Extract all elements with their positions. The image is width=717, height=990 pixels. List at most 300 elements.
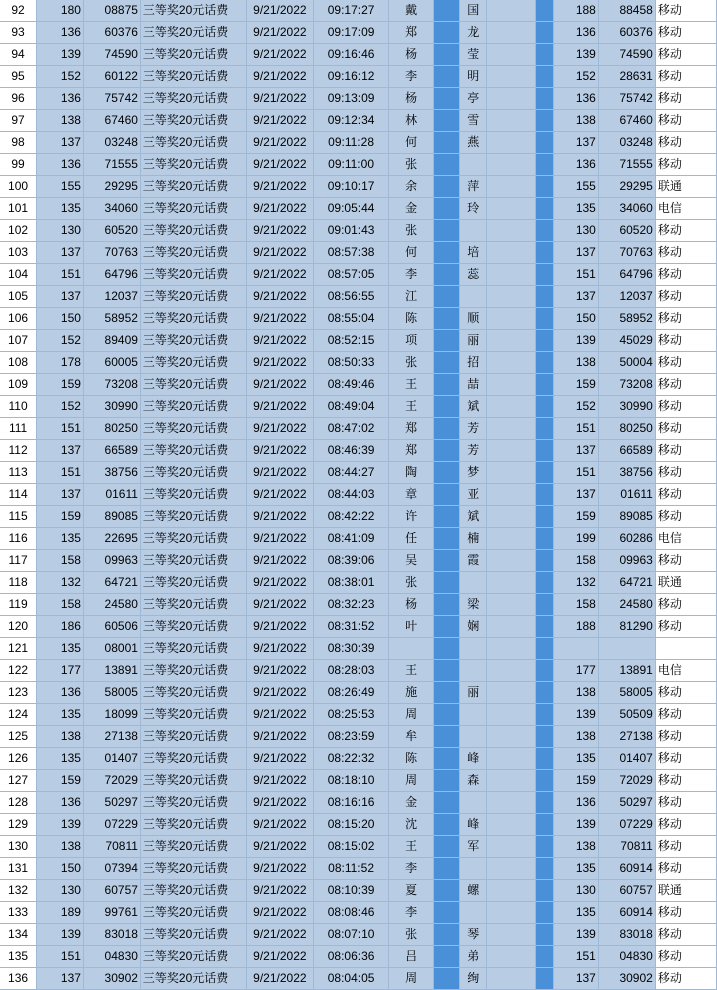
cell-carrier[interactable]: 移动 xyxy=(655,0,716,22)
cell-date[interactable]: 9/21/2022 xyxy=(246,44,313,66)
cell-phone-prefix[interactable]: 159 xyxy=(37,506,84,528)
cell-prize[interactable]: 三等奖20元话费 xyxy=(140,396,246,418)
cell-phone-prefix[interactable]: 135 xyxy=(37,704,84,726)
cell-givenname[interactable]: 斌 xyxy=(460,506,486,528)
cell-recharge-prefix[interactable]: 137 xyxy=(554,484,599,506)
cell-surname[interactable]: 施 xyxy=(389,682,434,704)
cell-phone-suffix[interactable]: 13891 xyxy=(83,660,140,682)
cell-recharge-prefix[interactable]: 139 xyxy=(554,924,599,946)
cell-prize[interactable]: 三等奖20元话费 xyxy=(140,88,246,110)
row-header[interactable]: 94 xyxy=(0,44,37,66)
cell-recharge-prefix[interactable]: 159 xyxy=(554,770,599,792)
cell-carrier[interactable]: 联通 xyxy=(655,176,716,198)
cell-surname[interactable]: 林 xyxy=(389,110,434,132)
cell-recharge-suffix[interactable]: 83018 xyxy=(598,924,655,946)
table-row[interactable] xyxy=(0,726,717,748)
cell-extra[interactable] xyxy=(486,484,535,506)
cell-phone-prefix[interactable]: 135 xyxy=(37,198,84,220)
cell-date[interactable]: 9/21/2022 xyxy=(246,110,313,132)
cell-phone-prefix[interactable]: 136 xyxy=(37,682,84,704)
cell-phone-suffix[interactable]: 89085 xyxy=(83,506,140,528)
cell-prize[interactable]: 三等奖20元话费 xyxy=(140,814,246,836)
cell-prize[interactable]: 三等奖20元话费 xyxy=(140,792,246,814)
cell-time[interactable]: 08:44:03 xyxy=(313,484,388,506)
cell-extra[interactable] xyxy=(486,660,535,682)
cell-prize[interactable]: 三等奖20元话费 xyxy=(140,968,246,990)
cell-extra[interactable] xyxy=(486,308,535,330)
table-row[interactable] xyxy=(0,770,717,792)
cell-phone-suffix[interactable]: 58005 xyxy=(83,682,140,704)
cell-phone-prefix[interactable]: 151 xyxy=(37,946,84,968)
table-row[interactable] xyxy=(0,946,717,968)
cell-date[interactable]: 9/21/2022 xyxy=(246,176,313,198)
cell-band-right[interactable] xyxy=(535,176,553,198)
cell-time[interactable]: 08:16:16 xyxy=(313,792,388,814)
cell-time[interactable]: 09:11:28 xyxy=(313,132,388,154)
cell-band-left[interactable] xyxy=(434,902,460,924)
cell-phone-suffix[interactable]: 38756 xyxy=(83,462,140,484)
cell-carrier[interactable]: 移动 xyxy=(655,748,716,770)
cell-prize[interactable]: 三等奖20元话费 xyxy=(140,594,246,616)
cell-time[interactable]: 09:16:12 xyxy=(313,66,388,88)
cell-recharge-prefix[interactable]: 135 xyxy=(554,198,599,220)
cell-surname[interactable]: 金 xyxy=(389,792,434,814)
cell-surname[interactable]: 李 xyxy=(389,902,434,924)
cell-band-left[interactable] xyxy=(434,924,460,946)
row-header[interactable]: 132 xyxy=(0,880,37,902)
cell-givenname[interactable] xyxy=(460,660,486,682)
cell-date[interactable]: 9/21/2022 xyxy=(246,550,313,572)
cell-carrier[interactable]: 移动 xyxy=(655,726,716,748)
cell-carrier[interactable]: 移动 xyxy=(655,44,716,66)
cell-extra[interactable] xyxy=(486,66,535,88)
cell-recharge-prefix[interactable]: 137 xyxy=(554,242,599,264)
row-header[interactable]: 102 xyxy=(0,220,37,242)
cell-band-left[interactable] xyxy=(434,0,460,22)
cell-recharge-prefix[interactable]: 155 xyxy=(554,176,599,198)
cell-recharge-suffix[interactable]: 07229 xyxy=(598,814,655,836)
cell-prize[interactable]: 三等奖20元话费 xyxy=(140,286,246,308)
cell-carrier[interactable]: 移动 xyxy=(655,462,716,484)
cell-recharge-suffix[interactable]: 34060 xyxy=(598,198,655,220)
cell-extra[interactable] xyxy=(486,836,535,858)
row-header[interactable]: 111 xyxy=(0,418,37,440)
cell-time[interactable]: 09:10:17 xyxy=(313,176,388,198)
cell-band-right[interactable] xyxy=(535,132,553,154)
cell-band-right[interactable] xyxy=(535,770,553,792)
cell-prize[interactable]: 三等奖20元话费 xyxy=(140,902,246,924)
table-row[interactable] xyxy=(0,440,717,462)
cell-band-left[interactable] xyxy=(434,748,460,770)
cell-time[interactable]: 08:49:46 xyxy=(313,374,388,396)
cell-prize[interactable]: 三等奖20元话费 xyxy=(140,572,246,594)
table-row[interactable] xyxy=(0,88,717,110)
cell-date[interactable]: 9/21/2022 xyxy=(246,528,313,550)
table-row[interactable] xyxy=(0,22,717,44)
cell-givenname[interactable]: 喆 xyxy=(460,374,486,396)
cell-recharge-suffix[interactable]: 60757 xyxy=(598,880,655,902)
cell-surname[interactable]: 王 xyxy=(389,836,434,858)
cell-recharge-prefix[interactable]: 138 xyxy=(554,352,599,374)
cell-band-right[interactable] xyxy=(535,44,553,66)
cell-phone-prefix[interactable]: 189 xyxy=(37,902,84,924)
cell-band-left[interactable] xyxy=(434,660,460,682)
cell-extra[interactable] xyxy=(486,132,535,154)
cell-phone-prefix[interactable]: 137 xyxy=(37,440,84,462)
cell-prize[interactable]: 三等奖20元话费 xyxy=(140,418,246,440)
cell-surname[interactable]: 夏 xyxy=(389,880,434,902)
cell-givenname[interactable]: 霞 xyxy=(460,550,486,572)
table-row[interactable] xyxy=(0,572,717,594)
cell-recharge-prefix[interactable]: 132 xyxy=(554,572,599,594)
cell-carrier[interactable]: 移动 xyxy=(655,836,716,858)
cell-surname[interactable]: 郑 xyxy=(389,22,434,44)
cell-date[interactable]: 9/21/2022 xyxy=(246,704,313,726)
cell-band-left[interactable] xyxy=(434,484,460,506)
row-header[interactable]: 118 xyxy=(0,572,37,594)
cell-recharge-prefix[interactable] xyxy=(554,638,599,660)
cell-band-right[interactable] xyxy=(535,660,553,682)
cell-band-left[interactable] xyxy=(434,374,460,396)
cell-givenname[interactable]: 玲 xyxy=(460,198,486,220)
cell-phone-prefix[interactable]: 151 xyxy=(37,418,84,440)
cell-prize[interactable]: 三等奖20元话费 xyxy=(140,484,246,506)
cell-surname[interactable]: 杨 xyxy=(389,44,434,66)
cell-extra[interactable] xyxy=(486,682,535,704)
cell-phone-prefix[interactable]: 135 xyxy=(37,748,84,770)
table-row[interactable] xyxy=(0,748,717,770)
cell-prize[interactable]: 三等奖20元话费 xyxy=(140,198,246,220)
cell-band-left[interactable] xyxy=(434,858,460,880)
cell-band-right[interactable] xyxy=(535,484,553,506)
cell-givenname[interactable]: 丽 xyxy=(460,330,486,352)
cell-givenname[interactable]: 梁 xyxy=(460,594,486,616)
cell-band-left[interactable] xyxy=(434,880,460,902)
cell-band-left[interactable] xyxy=(434,44,460,66)
cell-recharge-suffix[interactable]: 60376 xyxy=(598,22,655,44)
cell-date[interactable]: 9/21/2022 xyxy=(246,0,313,22)
cell-phone-prefix[interactable]: 136 xyxy=(37,22,84,44)
cell-time[interactable]: 09:17:27 xyxy=(313,0,388,22)
cell-band-right[interactable] xyxy=(535,792,553,814)
row-header[interactable]: 100 xyxy=(0,176,37,198)
cell-phone-prefix[interactable]: 136 xyxy=(37,792,84,814)
cell-carrier[interactable]: 电信 xyxy=(655,198,716,220)
table-row[interactable] xyxy=(0,198,717,220)
cell-recharge-suffix[interactable]: 60914 xyxy=(598,858,655,880)
cell-band-right[interactable] xyxy=(535,726,553,748)
table-row[interactable] xyxy=(0,242,717,264)
cell-band-left[interactable] xyxy=(434,198,460,220)
cell-surname[interactable] xyxy=(389,638,434,660)
row-header[interactable]: 136 xyxy=(0,968,37,990)
cell-carrier[interactable]: 联通 xyxy=(655,880,716,902)
row-header[interactable]: 133 xyxy=(0,902,37,924)
row-header[interactable]: 120 xyxy=(0,616,37,638)
cell-prize[interactable]: 三等奖20元话费 xyxy=(140,132,246,154)
cell-date[interactable]: 9/21/2022 xyxy=(246,682,313,704)
cell-time[interactable]: 08:30:39 xyxy=(313,638,388,660)
cell-givenname[interactable]: 琴 xyxy=(460,924,486,946)
cell-date[interactable]: 9/21/2022 xyxy=(246,902,313,924)
cell-prize[interactable]: 三等奖20元话费 xyxy=(140,528,246,550)
cell-extra[interactable] xyxy=(486,0,535,22)
row-header[interactable]: 112 xyxy=(0,440,37,462)
cell-date[interactable]: 9/21/2022 xyxy=(246,924,313,946)
cell-band-right[interactable] xyxy=(535,924,553,946)
cell-phone-prefix[interactable]: 152 xyxy=(37,330,84,352)
cell-surname[interactable]: 郑 xyxy=(389,440,434,462)
cell-band-left[interactable] xyxy=(434,572,460,594)
cell-extra[interactable] xyxy=(486,968,535,990)
cell-band-right[interactable] xyxy=(535,836,553,858)
cell-time[interactable]: 08:57:38 xyxy=(313,242,388,264)
row-header[interactable]: 115 xyxy=(0,506,37,528)
cell-band-right[interactable] xyxy=(535,242,553,264)
cell-time[interactable]: 08:25:53 xyxy=(313,704,388,726)
cell-time[interactable]: 09:17:09 xyxy=(313,22,388,44)
cell-recharge-suffix[interactable]: 58005 xyxy=(598,682,655,704)
cell-prize[interactable]: 三等奖20元话费 xyxy=(140,110,246,132)
cell-extra[interactable] xyxy=(486,176,535,198)
cell-carrier[interactable]: 移动 xyxy=(655,792,716,814)
cell-band-left[interactable] xyxy=(434,506,460,528)
cell-prize[interactable]: 三等奖20元话费 xyxy=(140,616,246,638)
cell-extra[interactable] xyxy=(486,220,535,242)
cell-carrier[interactable]: 电信 xyxy=(655,528,716,550)
row-header[interactable]: 109 xyxy=(0,374,37,396)
cell-givenname[interactable]: 燕 xyxy=(460,132,486,154)
cell-date[interactable]: 9/21/2022 xyxy=(246,946,313,968)
cell-band-right[interactable] xyxy=(535,154,553,176)
cell-time[interactable]: 08:42:22 xyxy=(313,506,388,528)
row-header[interactable]: 110 xyxy=(0,396,37,418)
cell-surname[interactable]: 张 xyxy=(389,154,434,176)
cell-time[interactable]: 09:16:46 xyxy=(313,44,388,66)
cell-phone-suffix[interactable]: 80250 xyxy=(83,418,140,440)
cell-givenname[interactable] xyxy=(460,286,486,308)
cell-band-right[interactable] xyxy=(535,396,553,418)
cell-time[interactable]: 08:38:01 xyxy=(313,572,388,594)
cell-extra[interactable] xyxy=(486,528,535,550)
cell-givenname[interactable]: 芳 xyxy=(460,440,486,462)
cell-band-right[interactable] xyxy=(535,374,553,396)
cell-carrier[interactable]: 移动 xyxy=(655,66,716,88)
cell-recharge-prefix[interactable]: 137 xyxy=(554,968,599,990)
cell-surname[interactable]: 金 xyxy=(389,198,434,220)
cell-time[interactable]: 08:07:10 xyxy=(313,924,388,946)
cell-phone-prefix[interactable]: 138 xyxy=(37,836,84,858)
cell-givenname[interactable] xyxy=(460,858,486,880)
row-header[interactable]: 98 xyxy=(0,132,37,154)
cell-phone-prefix[interactable]: 137 xyxy=(37,968,84,990)
cell-time[interactable]: 08:28:03 xyxy=(313,660,388,682)
table-row[interactable] xyxy=(0,220,717,242)
row-header[interactable]: 101 xyxy=(0,198,37,220)
cell-phone-prefix[interactable]: 130 xyxy=(37,880,84,902)
cell-recharge-suffix[interactable]: 28631 xyxy=(598,66,655,88)
cell-phone-suffix[interactable]: 08001 xyxy=(83,638,140,660)
cell-band-right[interactable] xyxy=(535,88,553,110)
cell-prize[interactable]: 三等奖20元话费 xyxy=(140,924,246,946)
cell-time[interactable]: 08:49:04 xyxy=(313,396,388,418)
cell-givenname[interactable]: 招 xyxy=(460,352,486,374)
cell-date[interactable]: 9/21/2022 xyxy=(246,858,313,880)
cell-recharge-suffix[interactable]: 60914 xyxy=(598,902,655,924)
table-row[interactable] xyxy=(0,902,717,924)
cell-extra[interactable] xyxy=(486,572,535,594)
cell-carrier[interactable]: 移动 xyxy=(655,506,716,528)
cell-carrier[interactable]: 移动 xyxy=(655,484,716,506)
cell-band-left[interactable] xyxy=(434,264,460,286)
cell-phone-suffix[interactable]: 74590 xyxy=(83,44,140,66)
cell-time[interactable]: 08:56:55 xyxy=(313,286,388,308)
row-header[interactable]: 99 xyxy=(0,154,37,176)
cell-surname[interactable]: 李 xyxy=(389,264,434,286)
table-row[interactable] xyxy=(0,924,717,946)
table-row[interactable] xyxy=(0,792,717,814)
cell-phone-prefix[interactable]: 151 xyxy=(37,264,84,286)
cell-date[interactable]: 9/21/2022 xyxy=(246,198,313,220)
cell-time[interactable]: 08:26:49 xyxy=(313,682,388,704)
cell-band-left[interactable] xyxy=(434,66,460,88)
cell-date[interactable]: 9/21/2022 xyxy=(246,308,313,330)
cell-band-left[interactable] xyxy=(434,682,460,704)
cell-band-left[interactable] xyxy=(434,176,460,198)
cell-band-right[interactable] xyxy=(535,638,553,660)
cell-band-right[interactable] xyxy=(535,220,553,242)
cell-phone-prefix[interactable]: 137 xyxy=(37,286,84,308)
cell-carrier[interactable]: 移动 xyxy=(655,924,716,946)
cell-carrier[interactable]: 移动 xyxy=(655,286,716,308)
cell-date[interactable]: 9/21/2022 xyxy=(246,374,313,396)
cell-band-right[interactable] xyxy=(535,462,553,484)
cell-carrier[interactable] xyxy=(655,638,716,660)
cell-phone-suffix[interactable]: 72029 xyxy=(83,770,140,792)
cell-time[interactable]: 09:01:43 xyxy=(313,220,388,242)
cell-carrier[interactable]: 移动 xyxy=(655,264,716,286)
cell-band-right[interactable] xyxy=(535,66,553,88)
cell-phone-suffix[interactable]: 60757 xyxy=(83,880,140,902)
cell-extra[interactable] xyxy=(486,154,535,176)
cell-date[interactable]: 9/21/2022 xyxy=(246,462,313,484)
table-row[interactable] xyxy=(0,132,717,154)
cell-extra[interactable] xyxy=(486,110,535,132)
row-header[interactable]: 117 xyxy=(0,550,37,572)
cell-surname[interactable]: 余 xyxy=(389,176,434,198)
cell-surname[interactable]: 王 xyxy=(389,660,434,682)
table-row[interactable] xyxy=(0,396,717,418)
cell-phone-suffix[interactable]: 30990 xyxy=(83,396,140,418)
cell-band-left[interactable] xyxy=(434,352,460,374)
cell-extra[interactable] xyxy=(486,858,535,880)
cell-date[interactable]: 9/21/2022 xyxy=(246,66,313,88)
cell-date[interactable]: 9/21/2022 xyxy=(246,242,313,264)
cell-phone-prefix[interactable]: 159 xyxy=(37,374,84,396)
cell-recharge-prefix[interactable]: 159 xyxy=(554,374,599,396)
cell-carrier[interactable]: 移动 xyxy=(655,858,716,880)
row-header[interactable]: 108 xyxy=(0,352,37,374)
table-row[interactable] xyxy=(0,616,717,638)
cell-carrier[interactable]: 移动 xyxy=(655,242,716,264)
cell-recharge-suffix[interactable] xyxy=(598,638,655,660)
cell-prize[interactable]: 三等奖20元话费 xyxy=(140,264,246,286)
row-header[interactable]: 128 xyxy=(0,792,37,814)
cell-band-left[interactable] xyxy=(434,22,460,44)
cell-prize[interactable]: 三等奖20元话费 xyxy=(140,946,246,968)
cell-recharge-suffix[interactable]: 50509 xyxy=(598,704,655,726)
cell-phone-suffix[interactable]: 67460 xyxy=(83,110,140,132)
cell-phone-suffix[interactable]: 89409 xyxy=(83,330,140,352)
cell-carrier[interactable]: 移动 xyxy=(655,814,716,836)
cell-time[interactable]: 08:23:59 xyxy=(313,726,388,748)
cell-givenname[interactable]: 螺 xyxy=(460,880,486,902)
table-row[interactable] xyxy=(0,352,717,374)
cell-band-left[interactable] xyxy=(434,968,460,990)
cell-carrier[interactable]: 移动 xyxy=(655,550,716,572)
cell-time[interactable]: 08:52:15 xyxy=(313,330,388,352)
cell-time[interactable]: 08:46:39 xyxy=(313,440,388,462)
cell-recharge-suffix[interactable]: 70763 xyxy=(598,242,655,264)
cell-band-right[interactable] xyxy=(535,418,553,440)
cell-recharge-prefix[interactable]: 139 xyxy=(554,814,599,836)
cell-extra[interactable] xyxy=(486,946,535,968)
table-row[interactable] xyxy=(0,176,717,198)
cell-givenname[interactable] xyxy=(460,726,486,748)
cell-band-left[interactable] xyxy=(434,836,460,858)
cell-prize[interactable]: 三等奖20元话费 xyxy=(140,770,246,792)
table-row[interactable] xyxy=(0,110,717,132)
cell-givenname[interactable]: 梦 xyxy=(460,462,486,484)
cell-extra[interactable] xyxy=(486,880,535,902)
cell-recharge-suffix[interactable]: 64721 xyxy=(598,572,655,594)
cell-givenname[interactable] xyxy=(460,902,486,924)
cell-extra[interactable] xyxy=(486,704,535,726)
cell-phone-suffix[interactable]: 70811 xyxy=(83,836,140,858)
cell-prize[interactable]: 三等奖20元话费 xyxy=(140,836,246,858)
cell-time[interactable]: 09:11:00 xyxy=(313,154,388,176)
table-row[interactable] xyxy=(0,594,717,616)
cell-extra[interactable] xyxy=(486,88,535,110)
cell-band-right[interactable] xyxy=(535,616,553,638)
cell-phone-suffix[interactable]: 04830 xyxy=(83,946,140,968)
row-header[interactable]: 106 xyxy=(0,308,37,330)
cell-recharge-prefix[interactable]: 158 xyxy=(554,594,599,616)
cell-recharge-prefix[interactable]: 138 xyxy=(554,110,599,132)
cell-recharge-prefix[interactable]: 151 xyxy=(554,946,599,968)
cell-prize[interactable]: 三等奖20元话费 xyxy=(140,462,246,484)
row-header[interactable]: 116 xyxy=(0,528,37,550)
cell-phone-suffix[interactable]: 12037 xyxy=(83,286,140,308)
cell-band-right[interactable] xyxy=(535,352,553,374)
cell-extra[interactable] xyxy=(486,506,535,528)
cell-recharge-suffix[interactable]: 88458 xyxy=(598,0,655,22)
cell-prize[interactable]: 三等奖20元话费 xyxy=(140,374,246,396)
cell-phone-prefix[interactable]: 132 xyxy=(37,572,84,594)
cell-phone-suffix[interactable]: 70763 xyxy=(83,242,140,264)
cell-recharge-suffix[interactable]: 24580 xyxy=(598,594,655,616)
cell-givenname[interactable]: 楠 xyxy=(460,528,486,550)
cell-extra[interactable] xyxy=(486,352,535,374)
cell-band-right[interactable] xyxy=(535,902,553,924)
cell-phone-suffix[interactable]: 50297 xyxy=(83,792,140,814)
cell-time[interactable]: 08:18:10 xyxy=(313,770,388,792)
cell-givenname[interactable] xyxy=(460,572,486,594)
cell-date[interactable]: 9/21/2022 xyxy=(246,814,313,836)
cell-surname[interactable]: 陈 xyxy=(389,748,434,770)
cell-phone-suffix[interactable]: 34060 xyxy=(83,198,140,220)
table-row[interactable] xyxy=(0,484,717,506)
